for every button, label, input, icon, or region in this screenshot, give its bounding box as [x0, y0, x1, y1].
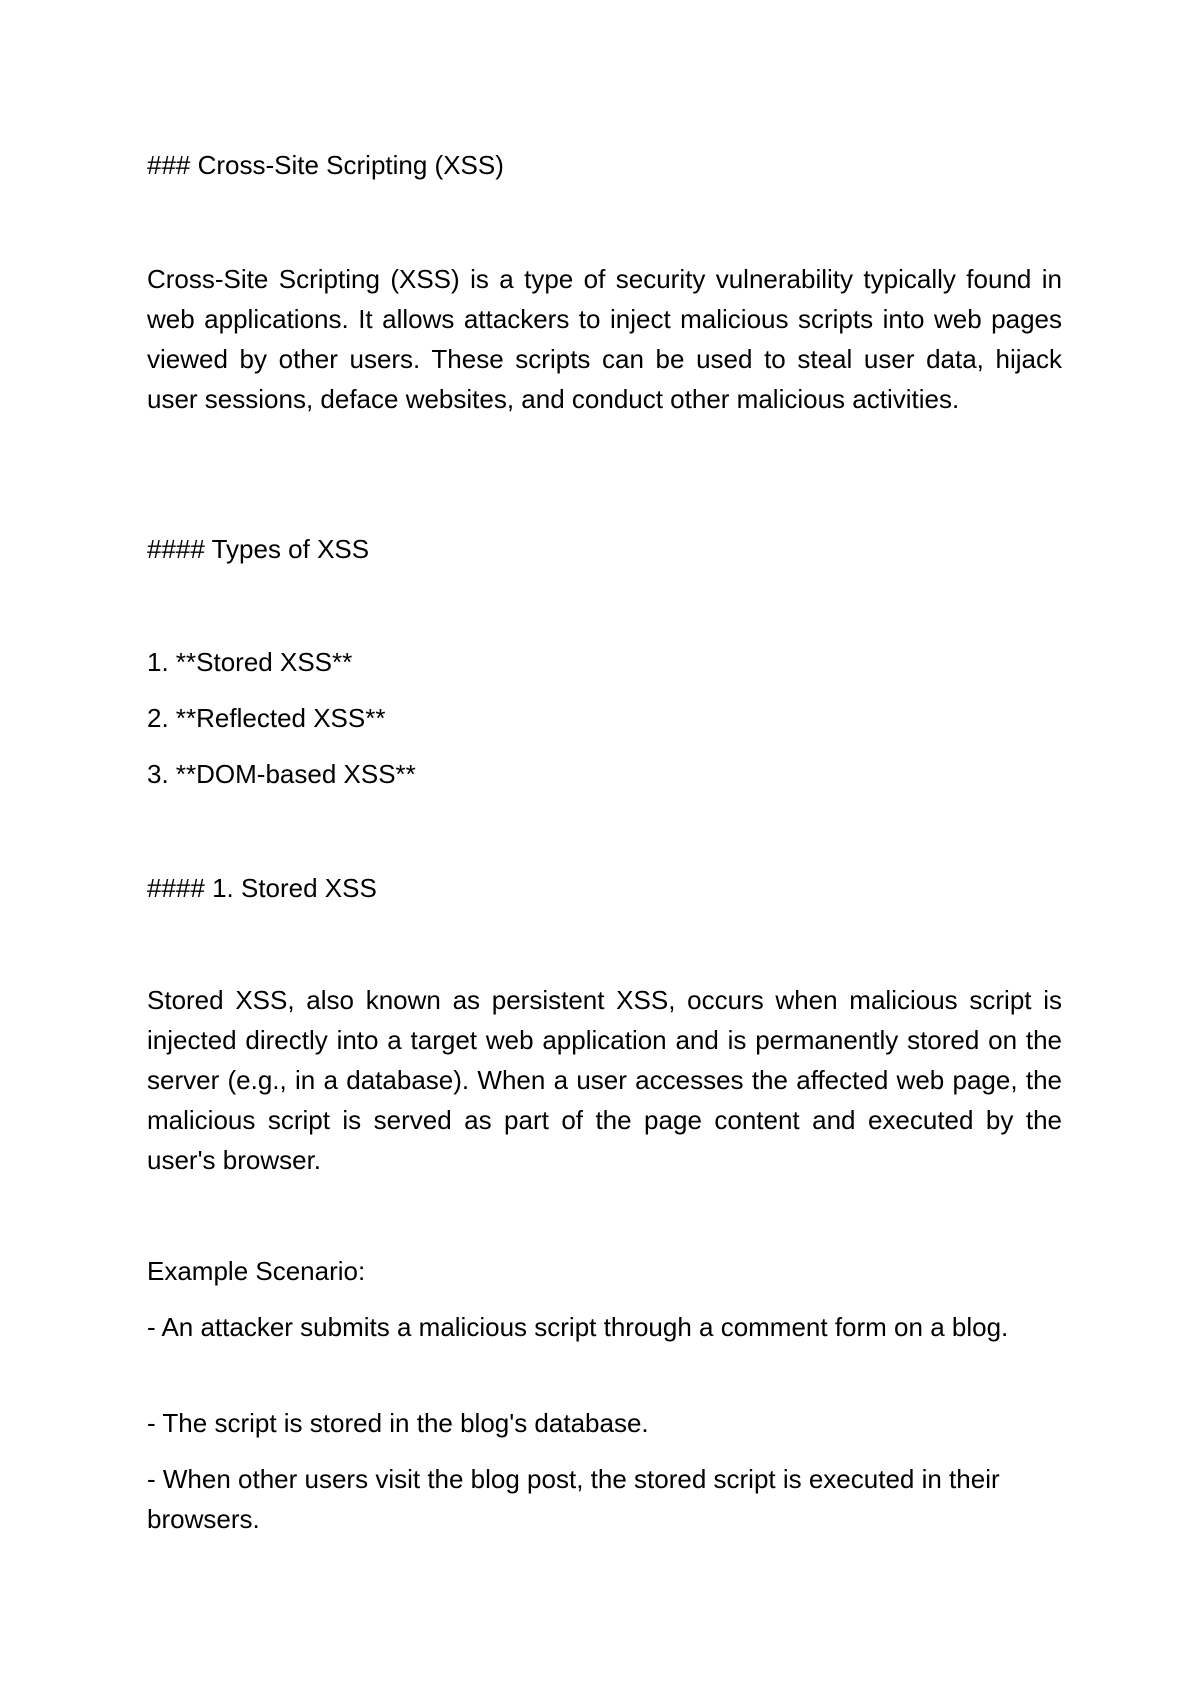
example-scenario-label: Example Scenario:	[147, 1256, 366, 1286]
example-item-attacker-submits: - An attacker submits a malicious script through a comment form on a blog.	[147, 1312, 1009, 1342]
list-item-dom-based-xss: 3. **DOM-based XSS**	[147, 759, 416, 789]
list-item-stored-xss: 1. **Stored XSS**	[147, 647, 353, 677]
example-item-script-stored: - The script is stored in the blog's database.	[147, 1408, 649, 1438]
list-item-reflected-xss: 2. **Reflected XSS**	[147, 703, 386, 733]
heading-stored-xss: #### 1. Stored XSS	[147, 873, 377, 903]
intro-paragraph: Cross-Site Scripting (XSS) is a type of security vulnerability typically found in web applications. It allows attackers to inject malicious scripts into web pages viewed by other users. These scripts can be used to steal user data, hijack user sessions, deface websites, and conduct other malicious activities.	[147, 264, 1062, 414]
stored-xss-paragraph: Stored XSS, also known as persistent XSS, occurs when malicious script is injected directly into a target web application and is permanently stored on the server (e.g., in a database). When a user accesses the affected web page, the malicious script is served as part of the page content and executed by the user's browser.	[147, 985, 1062, 1175]
example-item-script-executed: - When other users visit the blog post, the stored script is executed in their browsers.	[147, 1464, 1000, 1534]
heading-types-of-xss: #### Types of XSS	[147, 534, 370, 564]
heading-cross-site-scripting: ### Cross-Site Scripting (XSS)	[147, 150, 504, 180]
